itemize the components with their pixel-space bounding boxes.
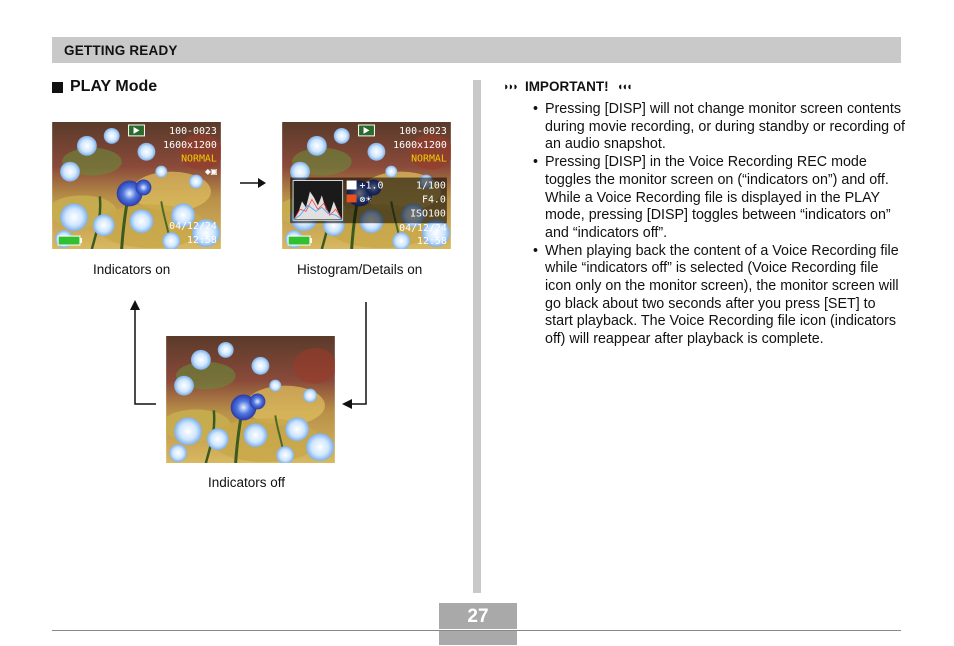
list-item: • Pressing [DISP] in the Voice Recording REC mode toggles the monitor screen on (“indicators on”) and off. While a Voice Recording file is displayed in the PLAY mode, pressing [DISP] toggles between “indicators on” and “indicators off”. (533, 154, 891, 241)
time: 12:58 (187, 235, 217, 247)
quality: NORMAL (411, 153, 447, 165)
arrow-right-icon (238, 176, 268, 190)
screen-indicators-on (52, 122, 221, 249)
caption-indicators-off: Indicators off (208, 475, 286, 490)
metering-icon (347, 194, 357, 202)
page-number: 27 (439, 603, 517, 629)
ev-icon (347, 181, 357, 190)
header-title: GETTING READY (64, 43, 178, 58)
section-title: PLAY Mode (70, 78, 158, 95)
screen-histogram (282, 122, 451, 249)
arrow-up-icon (128, 298, 158, 408)
list-item: • When playing back the content of a Voice Recording file while “indicators off” is selected (Voice Recording file icon only on the monitor screen), the monitor screen will go black about two seconds after you press [SET] to start playback. The Voice Recording file icon (indicators off) will reappear after playback is complete. (533, 242, 899, 348)
important-label: IMPORTANT! (524, 79, 609, 94)
image-size: 1600x1200 (163, 139, 217, 151)
iso: ISO100 (410, 208, 446, 220)
section-heading (52, 78, 157, 96)
caption-indicators-on: Indicators on (93, 262, 171, 277)
important-right-icon: ◖◖◖ (616, 80, 631, 93)
screen-indicators-off (166, 336, 335, 463)
date: 04/12/24 (169, 221, 217, 233)
battery-icon (288, 236, 310, 245)
battery-icon (58, 236, 80, 245)
list-item: • Pressing [DISP] will not change monitor screen contents during movie recording, or during standby or recording of an audio snapshot. (533, 101, 905, 153)
ev-value: +1.0 (359, 180, 384, 192)
date: 04/12/24 (399, 223, 447, 235)
column-divider (473, 80, 481, 593)
header-bar (52, 37, 901, 63)
quality: NORMAL (181, 153, 217, 165)
flash-white-balance-icon: ⊗☀ (359, 194, 372, 206)
important-list (533, 101, 905, 349)
square-bullet-icon (52, 82, 63, 93)
file-number: 100-0023 (399, 125, 447, 137)
important-left-icon: ◗◗◗ (503, 80, 517, 93)
aperture: F4.0 (422, 194, 446, 206)
protect-icon: ◆▣ (204, 166, 217, 178)
caption-histogram: Histogram/Details on (297, 262, 423, 277)
shutter-speed: 1/100 (416, 180, 446, 192)
file-number: 100-0023 (169, 125, 217, 137)
image-size: 1600x1200 (393, 139, 447, 151)
important-heading (503, 79, 631, 94)
arrow-down-left-icon (340, 300, 370, 410)
time: 12:58 (417, 236, 447, 248)
page-number-box (439, 603, 517, 645)
